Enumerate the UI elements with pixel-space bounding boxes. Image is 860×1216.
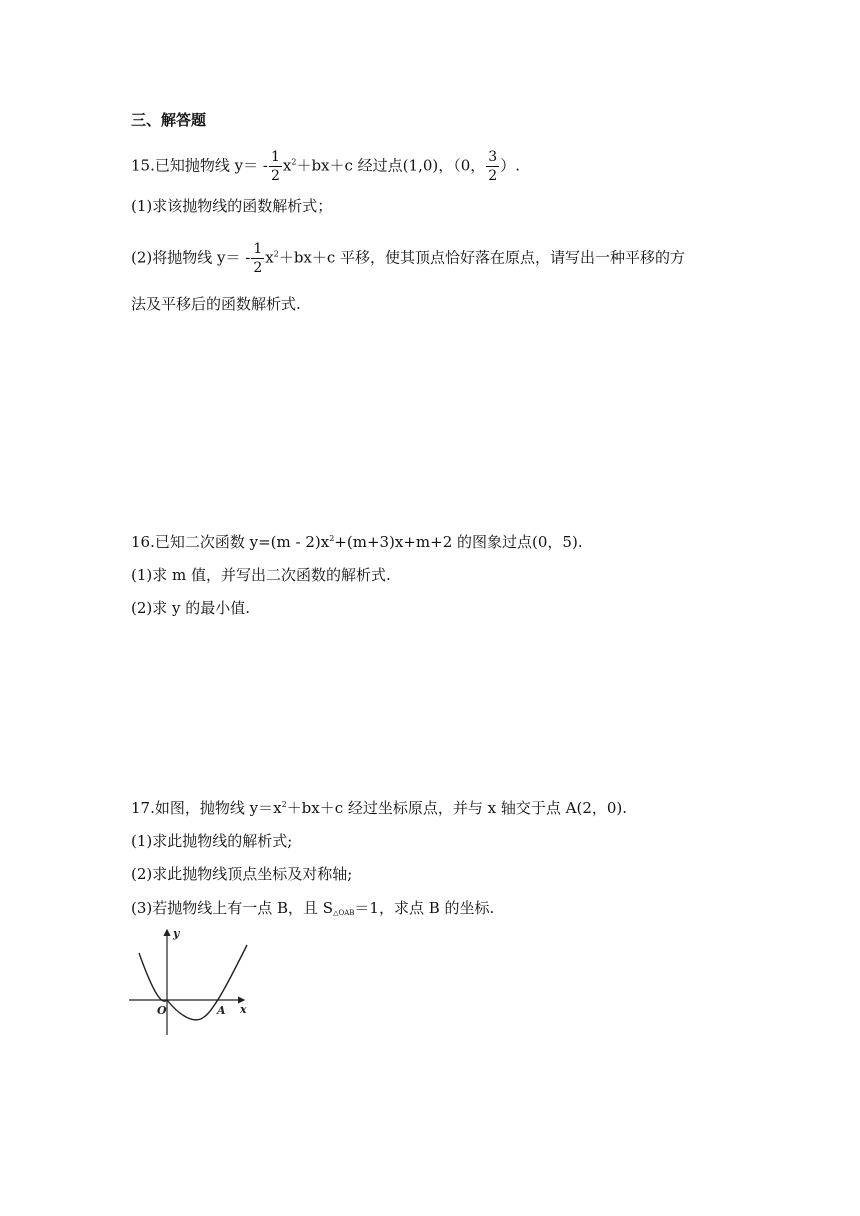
q15-part2-den: 2: [253, 260, 263, 276]
q16-stem-b: +(m+3)x+m+2 的图象过点(0，5).: [334, 533, 583, 551]
q15-frac-den: 2: [270, 168, 280, 184]
q15-mid: ＋bx＋c 经过点(1,0)，（0，: [296, 156, 486, 175]
q17-stem: [131, 798, 627, 818]
q15-stem: [131, 150, 520, 183]
q17-part3: [131, 898, 494, 918]
q16-exponent: 2: [329, 534, 335, 543]
q17-part2: (2)求此抛物线顶点坐标及对称轴;: [131, 865, 353, 883]
q15-part1: (1)求该抛物线的函数解析式；: [131, 197, 333, 215]
x-axis-label: x: [240, 1003, 247, 1016]
parabola-figure: [124, 925, 254, 1040]
q15-prefix: 已知抛物线 y＝ -: [154, 156, 268, 175]
q15-suffix: ）.: [500, 156, 520, 175]
q17-area-subscript: △OAB: [333, 909, 355, 917]
q15-var-x: x: [282, 156, 292, 175]
q15-part2-x: x: [265, 248, 274, 267]
parabola-curve: [139, 945, 247, 1020]
q15-exponent: 2: [291, 157, 297, 167]
q15-part2-fraction: [251, 242, 264, 275]
q15-part2-prefix: (2)将抛物线 y＝ -: [131, 248, 251, 267]
q15-frac-num: 1: [270, 149, 280, 165]
q15-point-den: 2: [488, 168, 498, 184]
q17-stem-a: 17.如图，抛物线 y＝x: [131, 799, 282, 817]
q15-part2-continuation: 法及平移后的函数解析式.: [131, 295, 301, 313]
q15-part2-num: 1: [253, 241, 263, 257]
q17-exponent: 2: [281, 800, 287, 809]
q15-part2-rest: ＋bx＋c 平移，使其顶点恰好落在原点，请写出一种平移的方: [278, 248, 686, 267]
q15-number: 15.: [131, 156, 155, 175]
q15-part2: [131, 242, 685, 275]
q17-stem-b: ＋bx＋c 经过坐标原点，并与 x 轴交于点 A(2，0).: [286, 799, 628, 817]
q15-part2-exponent: 2: [273, 249, 279, 259]
q16-part2: (2)求 y 的最小值.: [131, 599, 251, 617]
origin-label: O: [157, 1004, 167, 1017]
q16-part1: (1)求 m 值，并写出二次函数的解析式.: [131, 566, 391, 584]
point-a-label: A: [217, 1004, 226, 1017]
q15-point-fraction: [486, 150, 499, 183]
q16-stem: [131, 532, 583, 552]
q15-point-num: 3: [488, 149, 498, 165]
section-heading: 三、解答题: [131, 111, 207, 129]
q17-part3-a: (3)若抛物线上有一点 B，且 S: [131, 899, 334, 917]
q16-stem-a: 16.已知二次函数 y=(m - 2)x: [131, 533, 330, 551]
q17-part3-b: ＝1，求点 B 的坐标.: [354, 899, 495, 917]
q15-coefficient-fraction: [269, 150, 282, 183]
q17-part1: (1)求此抛物线的解析式;: [131, 832, 293, 850]
y-axis-label: y: [173, 927, 180, 940]
